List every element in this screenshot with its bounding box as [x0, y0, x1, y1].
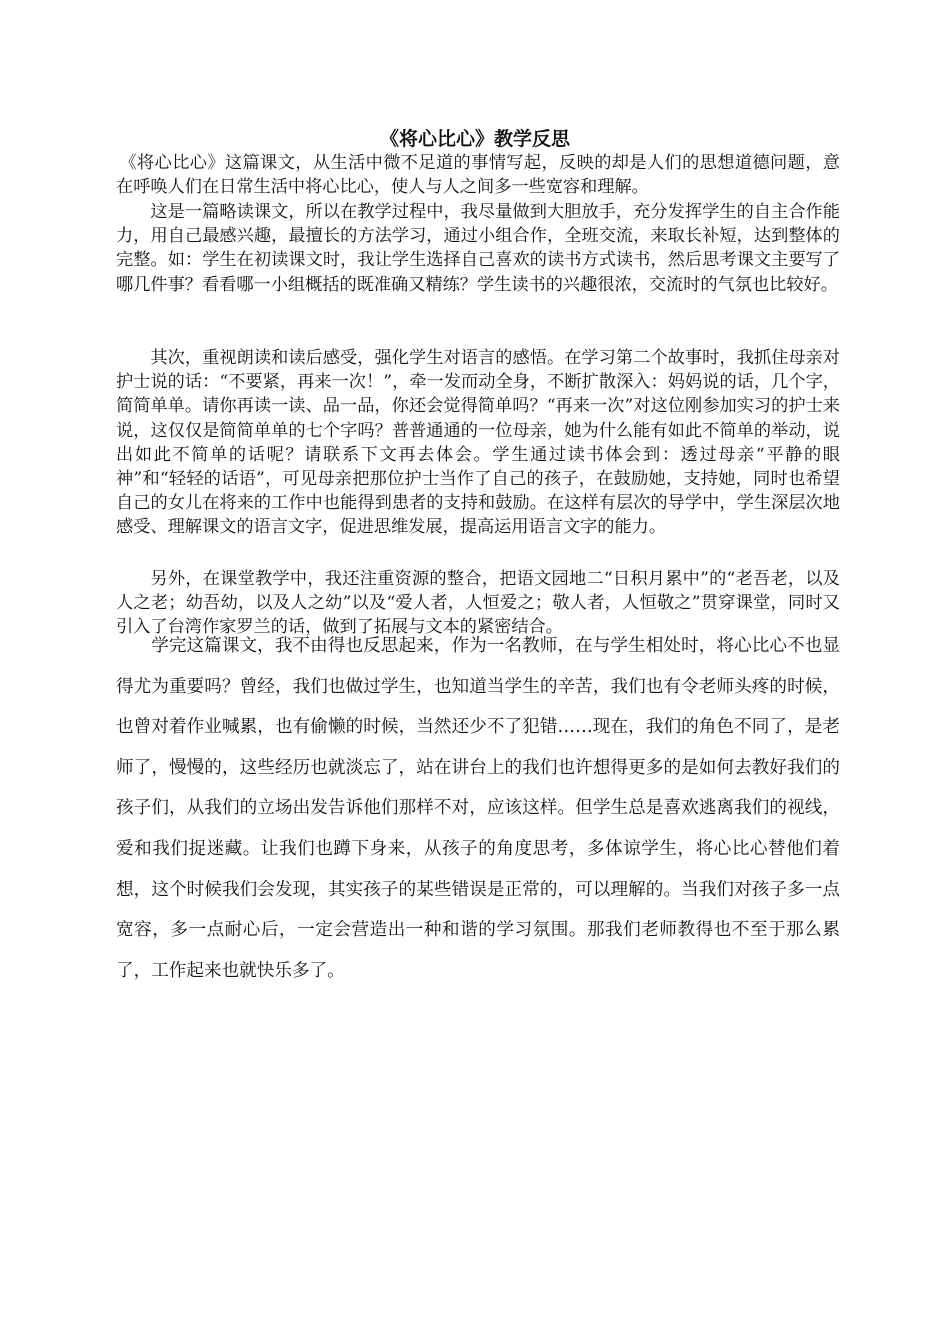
paragraph-3: 其次，重视朗读和读后感受，强化学生对语言的感悟。在学习第二个故事时，我抓住母亲对护士说的话：“不要紧，再来一次！”，牵一发而动全身，不断扩散深入：妈妈说的话，几个字，简简单单。请你再读一读、品一品，你还会觉得简单吗？“再来一次”对这位刚参加实习的护士来说，这仅仅是简简单单的七个字吗？普普通通的一位母亲，她为什么能有如此不简单的举动，说出如此不简单的话呢？请联系下文再去体会。学生通过读书体会到：透过母亲“平静的眼神”和“轻轻的话语”，可见母亲把那位护士当作了自己的孩子，在鼓励她，支持她，同时也希望自己的女儿在将来的工作中也能得到患者的支持和鼓励。在这样有层次的导学中，学生深层次地感受、理解课文的语言文字，促进思维发展，提高运用语言文字的能力。	[116, 348, 840, 538]
paragraph-5: 学完这篇课文，我不由得也反思起来，作为一名教师，在与学生相处时，将心比心不也显得尤为重要吗？曾经，我们也做过学生，也知道当学生的辛苦，我们也有令老师头疼的时候，也曾对着作业喊累，也有偷懒的时候，当然还少不了犯错……现在，我们的角色不同了，是老师了，慢慢的，这些经历也就淡忘了，站在讲台上的我们也许想得更多的是如何去教好我们的孩子们，从我们的立场出发告诉他们那样不对，应该这样。但学生总是喜欢逃离我们的视线，爱和我们捉迷藏。让我们也蹲下身来，从孩子的角度思考，多体谅学生，将心比心替他们着想，这个时候我们会发现，其实孩子的某些错误是正常的，可以理解的。当我们对孩子多一点宽容，多一点耐心后，一定会营造出一种和谐的学习氛围。那我们老师教得也不至于那么累了，工作起来也就快乐多了。	[116, 636, 840, 981]
paragraph-2: 这是一篇略读课文，所以在教学过程中，我尽量做到大胆放手，充分发挥学生的自主合作能力，用自己最感兴趣，最擅长的方法学习，通过小组合作，全班交流，来取长补短，达到整体的完整。如：学生在初读课文时，我让学生选择自己喜欢的读书方式读书，然后思考课文主要写了哪几件事？看看哪一小组概括的既准确又精练？学生读书的兴趣很浓，交流时的气氛也比较好。	[116, 202, 840, 295]
paragraph-1: 《将心比心》这篇课文，从生活中微不足道的事情写起，反映的却是人们的思想道德问题，意在呼唤人们在日常生活中将心比心，使人与人之间多一些宽容和理解。	[116, 153, 840, 198]
document-title: 《将心比心》教学反思	[379, 128, 570, 150]
paragraph-4: 另外，在课堂教学中，我还注重资源的整合，把语文园地二“日积月累中”的“老吾老，以及人之老；幼吾幼，以及人之幼”以及“爱人者，人恒爱之；敬人者，人恒敬之”贯穿课堂，同时又引入了台湾作家罗兰的话，做到了拓展与文本的紧密结合。	[116, 569, 840, 638]
